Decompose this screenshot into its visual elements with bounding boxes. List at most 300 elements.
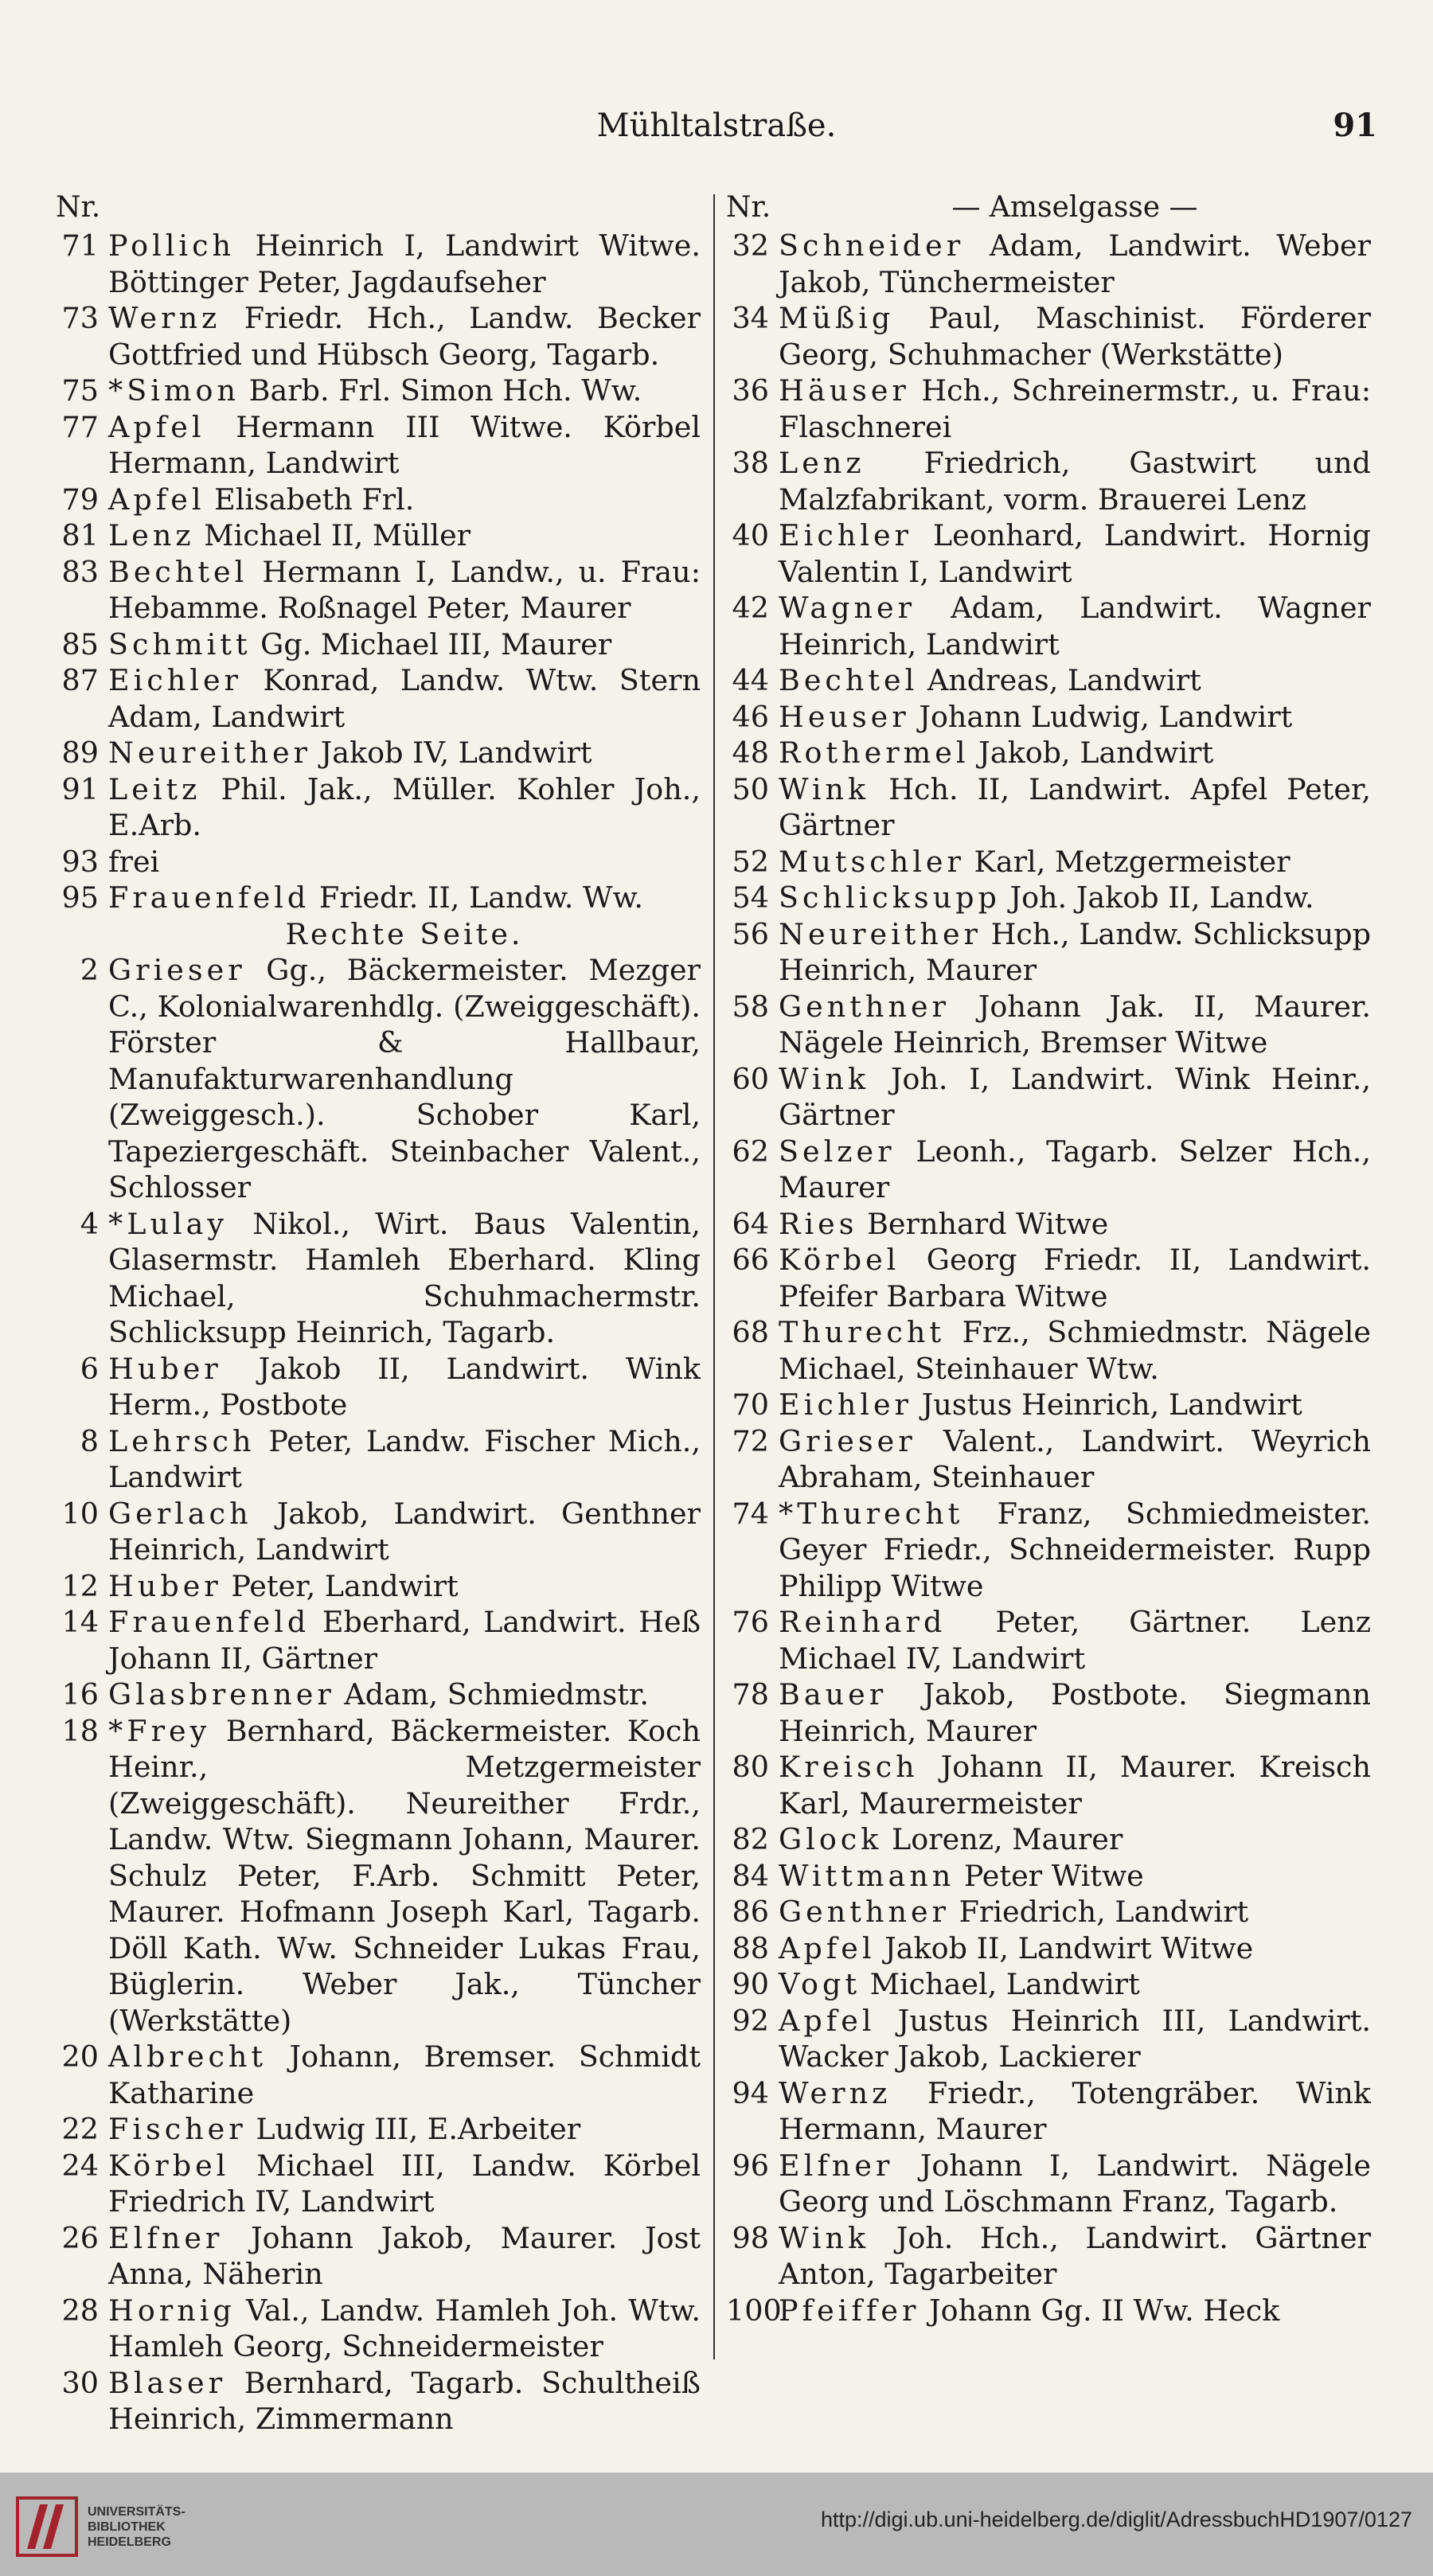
directory-entry (56, 300, 701, 373)
resident-name: Wink (779, 771, 870, 806)
logo-line: HEIDELBERG (88, 2535, 171, 2549)
street-heading: — Amselgasse — (951, 191, 1198, 224)
entry-text (779, 1894, 1371, 1930)
entry-details: Hermann I, Landw., u. Frau: Hebamme. Roßnagel Peter, Maurer (108, 554, 701, 625)
house-number: 66 (732, 1243, 769, 1277)
resident-name: Hornig (108, 2293, 236, 2328)
left-column (56, 188, 701, 2437)
resident-name: Neureither (779, 916, 982, 951)
resident-name: Frauenfeld (108, 880, 310, 915)
entry-details: Georg Friedr. II, Landwirt. Pfeifer Barbara Witwe (779, 1243, 1371, 1313)
resident-name: Häuser (779, 373, 910, 408)
house-number: 70 (732, 1388, 769, 1422)
directory-entry (726, 1496, 1371, 1605)
resident-name: Lenz (108, 518, 195, 552)
entry-text (779, 2293, 1371, 2329)
entry-text (779, 1966, 1371, 2003)
directory-entry (726, 989, 1371, 1061)
entry-details: Joh. Jakob II, Landw. (1000, 880, 1314, 915)
house-number: 32 (732, 228, 769, 263)
entry-text (108, 373, 701, 409)
directory-entry (56, 228, 701, 300)
directory-entry (56, 554, 701, 626)
entry-details: Friedr. Hch., Landw. Becker Gottfried und Hübsch Georg, Tagarb. (108, 301, 701, 372)
entry-details: Jakob, Landwirt (969, 736, 1214, 770)
left-entries-right-side (56, 952, 701, 2437)
house-number: 74 (732, 1496, 769, 1531)
resident-name: Grieser (779, 1423, 916, 1458)
entry-details: Johann Jakob, Maurer. Jost Anna, Näherin (108, 2220, 701, 2291)
entry-text (108, 662, 701, 735)
entry-details: Adam, Schmiedmstr. (334, 1677, 649, 1711)
resident-name: Schmitt (108, 626, 252, 662)
directory-entry (56, 2039, 701, 2111)
entry-text (779, 916, 1371, 989)
resident-name: Ries (779, 1206, 858, 1241)
resident-name: *Thurecht (779, 1496, 964, 1531)
directory-entry (726, 1858, 1371, 1895)
entry-text (779, 1206, 1371, 1243)
entry-text (779, 590, 1371, 662)
nr-label: Nr. (726, 191, 771, 224)
directory-entry (56, 735, 701, 771)
house-number: 6 (80, 1351, 99, 1386)
resident-name: Glasbrenner (108, 1677, 335, 1711)
entry-details: Peter, Gärtner. Lenz Michael IV, Landwirt (779, 1605, 1371, 1676)
directory-entry (726, 1061, 1371, 1134)
resident-name: Vogt (779, 1967, 861, 2001)
house-number: 48 (732, 736, 769, 770)
library-logo-icon (16, 2495, 78, 2558)
resident-name: Pfeiffer (779, 2293, 920, 2328)
directory-entry (56, 662, 701, 735)
house-number: 76 (732, 1605, 769, 1639)
resident-name: Huber (108, 1351, 222, 1386)
directory-entry (726, 1821, 1371, 1858)
house-number: 79 (61, 482, 99, 517)
resident-name: Selzer (779, 1134, 896, 1169)
resident-name: Elfner (108, 2220, 224, 2255)
entry-text (779, 735, 1371, 771)
directory-entry (726, 699, 1371, 736)
running-header (56, 102, 1377, 150)
entry-details: Bernhard, Tagarb. Schultheiß Heinrich, Zimmermann (108, 2365, 701, 2436)
entry-text (779, 1496, 1371, 1605)
house-number: 52 (732, 844, 769, 879)
directory-entry (56, 517, 701, 554)
entry-text (108, 1206, 701, 1351)
resident-name: *Frey (108, 1713, 211, 1748)
house-number: 46 (732, 699, 769, 734)
directory-entry (726, 1423, 1371, 1496)
house-number: 18 (61, 1713, 99, 1748)
entry-text (779, 1387, 1371, 1423)
house-number: 72 (732, 1423, 769, 1458)
entry-details: Bernhard Witwe (857, 1206, 1109, 1241)
directory-entry (56, 880, 701, 916)
entry-details: Gg., Bäckermeister. Mezger C., Kolonialwarenhdlg. (Zweiggeschäft). Förster & Hallbaur, Manufakturwarenhandlung (Zweiggesch.). Schober Karl, Tapeziergeschäft. Steinbacher Valent., Schlosser (108, 953, 701, 1204)
resident-name: Wagner (779, 591, 916, 625)
house-number: 96 (732, 2148, 769, 2183)
entry-text (779, 1858, 1371, 1895)
resident-name: Lehrsch (108, 1423, 256, 1458)
right-column-header (726, 188, 1371, 228)
house-number: 22 (61, 2112, 99, 2146)
entry-details: Jakob, Postbote. Siegmann Heinrich, Maurer (779, 1677, 1371, 1748)
house-number: 89 (61, 736, 99, 770)
entry-text (779, 989, 1371, 1061)
house-number: 58 (732, 989, 769, 1024)
directory-entry (726, 1749, 1371, 1821)
column-divider (713, 194, 715, 2359)
house-number: 86 (732, 1895, 769, 1929)
directory-entry (726, 771, 1371, 844)
directory-entry (726, 373, 1371, 445)
right-entries (726, 228, 1371, 2328)
source-url-link[interactable]: http://digi.ub.uni-heidelberg.de/diglit/AdressbuchHD1907/0127 (820, 2508, 1412, 2531)
house-number: 100 (726, 2293, 782, 2328)
house-number: 38 (732, 446, 769, 480)
entry-details: Adam, Landwirt. Wagner Heinrich, Landwirt (779, 591, 1371, 662)
entry-details: Leonhard, Landwirt. Hornig Valentin I, Landwirt (779, 518, 1371, 589)
house-number: 78 (732, 1677, 769, 1711)
directory-entry (726, 445, 1371, 517)
entry-text (779, 771, 1371, 844)
entry-details: Franz, Schmiedmeister. Geyer Friedr., Schneidermeister. Rupp Philipp Witwe (779, 1496, 1371, 1603)
resident-name: Mutschler (779, 844, 965, 879)
directory-entry (726, 590, 1371, 662)
entry-text (779, 1676, 1371, 1749)
house-number: 95 (61, 880, 99, 915)
entry-text (108, 2148, 701, 2220)
entry-details: Michael, Landwirt (861, 1967, 1140, 2001)
house-number: 12 (61, 1568, 99, 1603)
resident-name: Neureither (108, 736, 311, 770)
entry-details: Johann Ludwig, Landwirt (909, 699, 1293, 734)
entry-text (108, 2293, 701, 2365)
house-number: 10 (61, 1496, 99, 1531)
house-number: 16 (61, 1677, 99, 1711)
resident-name: Grieser (108, 953, 246, 987)
entry-details: Nikol., Wirt. Baus Valentin, Glasermstr. Hamleh Eberhard. Kling Michael, Schuhmachermstr. Schlicksupp Heinrich, Tagarb. (108, 1206, 701, 1349)
directory-entry (726, 517, 1371, 590)
directory-entry (56, 1351, 701, 1423)
entry-text (108, 2220, 701, 2293)
entry-details: Lorenz, Maurer (882, 1822, 1123, 1856)
directory-entry (726, 1206, 1371, 1243)
entry-text (108, 554, 701, 626)
resident-name: Apfel (108, 482, 205, 517)
entry-details: Peter, Landwirt (221, 1568, 459, 1603)
resident-name: Glock (779, 1822, 883, 1856)
directory-entry (56, 1676, 701, 1713)
resident-name: Wittmann (779, 1858, 955, 1893)
directory-entry (726, 1676, 1371, 1749)
resident-name: Schneider (779, 228, 965, 263)
entry-text (108, 1423, 701, 1496)
directory-entry (56, 2365, 701, 2437)
resident-name: Reinhard (779, 1605, 947, 1639)
entry-details: Friedrich, Gastwirt und Malzfabrikant, vorm. Brauerei Lenz (779, 446, 1371, 517)
entry-details: Jakob II, Landwirt Witwe (875, 1930, 1254, 1965)
right-column (726, 188, 1371, 2328)
house-number: 98 (732, 2220, 769, 2255)
entry-details: Johann I, Landwirt. Nägele Georg und Löschmann Franz, Tagarb. (779, 2148, 1371, 2219)
house-number: 8 (80, 1423, 99, 1458)
page-title: Mühltalstraße. (596, 107, 837, 144)
logo-line: UNIVERSITÄTS- (88, 2505, 185, 2519)
directory-entry (726, 300, 1371, 373)
entry-details: Peter, Landw. Fischer Mich., Landwirt (108, 1423, 701, 1494)
entry-details: Johann Jak. II, Maurer. Nägele Heinrich, Bremser Witwe (779, 989, 1371, 1060)
footer-bar (0, 2473, 1433, 2576)
entry-text (779, 517, 1371, 590)
library-logo[interactable] (16, 2495, 223, 2558)
entry-details: Jakob, Landwirt. Genthner Heinrich, Landwirt (108, 1496, 701, 1567)
entry-text (108, 735, 701, 771)
entry-text (779, 1242, 1371, 1314)
library-logo-text (88, 2504, 185, 2550)
house-number: 80 (732, 1750, 769, 1784)
resident-name: Rothermel (779, 736, 970, 770)
resident-name: Wink (779, 2220, 870, 2255)
house-number: 34 (732, 301, 769, 335)
entry-text (108, 517, 701, 554)
directory-entry (726, 662, 1371, 699)
directory-entry (56, 844, 701, 880)
directory-entry (726, 1894, 1371, 1930)
directory-entry (726, 1242, 1371, 1314)
house-number: 14 (61, 1605, 99, 1639)
house-number: 50 (732, 771, 769, 806)
entry-details: Ludwig III, E.Arbeiter (246, 2112, 581, 2146)
directory-entry (56, 2111, 701, 2148)
house-number: 40 (732, 518, 769, 552)
directory-entry (726, 1314, 1371, 1387)
directory-entry (56, 1604, 701, 1676)
house-number: 60 (732, 1061, 769, 1096)
entry-details: Leonh., Tagarb. Selzer Hch., Maurer (779, 1134, 1371, 1204)
entry-details: Justus Heinrich III, Landwirt. Wacker Jakob, Lackierer (779, 2003, 1371, 2074)
directory-entry (56, 952, 701, 1206)
resident-name: Müßig (779, 301, 895, 335)
house-number: 28 (61, 2293, 99, 2328)
left-column-header (56, 188, 701, 228)
directory-entry (726, 2220, 1371, 2293)
directory-entry (56, 1713, 701, 2039)
directory-entry (726, 2293, 1371, 2329)
house-number: 64 (732, 1206, 769, 1241)
entry-text (108, 1604, 701, 1676)
directory-entry (726, 1966, 1371, 2003)
resident-name: Fischer (108, 2112, 247, 2146)
house-number: 30 (61, 2365, 99, 2400)
entry-details: Friedr. II, Landw. Ww. (310, 880, 644, 915)
directory-entry (56, 409, 701, 482)
directory-entry (726, 1387, 1371, 1423)
directory-entry (726, 844, 1371, 880)
entry-text (108, 626, 701, 663)
directory-entry (56, 626, 701, 663)
directory-entry (726, 228, 1371, 300)
house-number: 90 (732, 1967, 769, 2001)
entry-text (779, 228, 1371, 300)
resident-name: Leitz (108, 771, 201, 806)
entry-text (779, 1749, 1371, 1821)
page-number: 91 (1333, 107, 1377, 144)
resident-name: Eichler (108, 663, 242, 697)
entry-text (779, 1423, 1371, 1496)
resident-name: Heuser (779, 699, 910, 734)
directory-entry (726, 880, 1371, 916)
resident-name: *Lulay (108, 1206, 228, 1241)
entry-details: Hch., Schreinermstr., u. Frau: Flaschnerei (779, 373, 1371, 444)
house-number: 42 (732, 591, 769, 625)
resident-name: Lenz (779, 446, 865, 480)
resident-name: Eichler (779, 518, 912, 552)
entry-details: Hch. II, Landwirt. Apfel Peter, Gärtner (779, 771, 1371, 842)
entry-details: Johann II, Maurer. Kreisch Karl, Maurermeister (779, 1750, 1371, 1821)
house-number: 4 (80, 1206, 99, 1241)
entry-text (779, 662, 1371, 699)
entry-details: Konrad, Landw. Wtw. Stern Adam, Landwirt (108, 663, 701, 734)
resident-name: Apfel (779, 2003, 876, 2038)
resident-name: Körbel (779, 1243, 900, 1277)
resident-name: Albrecht (108, 2039, 267, 2074)
directory-entry (56, 2148, 701, 2220)
directory-entry (726, 1930, 1371, 1967)
house-number: 20 (61, 2039, 99, 2074)
directory-entry (56, 771, 701, 844)
entry-text (779, 2148, 1371, 2220)
resident-name: Eichler (779, 1388, 912, 1422)
entry-text (779, 373, 1371, 445)
entry-text (108, 844, 701, 880)
entry-details: Heinrich I, Landwirt Witwe. Böttinger Peter, Jagdaufseher (108, 228, 701, 299)
directory-entry (56, 1496, 701, 1568)
resident-name: Bechtel (779, 663, 919, 697)
house-number: 81 (61, 518, 99, 552)
entry-text (779, 2003, 1371, 2075)
directory-entry (726, 2003, 1371, 2075)
entry-text (779, 2220, 1371, 2293)
directory-entry (726, 2075, 1371, 2148)
nr-label: Nr. (56, 191, 101, 224)
entry-text (108, 1568, 701, 1605)
entry-text (779, 2075, 1371, 2148)
entry-text (108, 2365, 701, 2437)
entry-details: Bernhard, Bäckermeister. Koch Heinr., Metzgermeister (Zweiggeschäft). Neureither Frdr., Landw. Wtw. Siegmann Johann, Maurer. Schulz Peter, F.Arb. Schmitt Peter, Maurer. Hofmann Joseph Karl, Tagarb. Döll Kath. Ww. Schneider Lukas Frau, Büglerin. Weber Jak., Tüncher (Werkstätte) (108, 1713, 701, 2038)
house-number: 24 (61, 2148, 99, 2183)
house-number: 26 (61, 2220, 99, 2255)
entry-text (108, 228, 701, 300)
entry-details: Barb. Frl. Simon Hch. Ww. (240, 373, 642, 408)
directory-entry (726, 735, 1371, 771)
entry-text (108, 1496, 701, 1568)
entry-text (108, 952, 701, 1206)
entry-details: Justus Heinrich, Landwirt (912, 1388, 1302, 1422)
entry-details: Phil. Jak., Müller. Kohler Joh., E.Arb. (108, 771, 701, 842)
resident-name: Gerlach (108, 1496, 252, 1531)
directory-entry (56, 2293, 701, 2365)
house-number: 71 (61, 228, 99, 263)
house-number: 75 (61, 373, 99, 408)
entry-text (779, 1134, 1371, 1206)
entry-details: Eberhard, Landwirt. Heß Johann II, Gärtner (108, 1605, 701, 1676)
house-number: 36 (732, 373, 769, 408)
resident-name: Kreisch (779, 1750, 919, 1784)
entry-details: Joh. Hch., Landwirt. Gärtner Anton, Tagarbeiter (779, 2220, 1371, 2291)
left-entries (56, 228, 701, 916)
entry-details: Friedrich, Landwirt (950, 1895, 1249, 1929)
entry-text (108, 1676, 701, 1713)
entry-details: Joh. I, Landwirt. Wink Heinr., Gärtner (779, 1061, 1371, 1132)
entry-details: Peter Witwe (955, 1858, 1144, 1893)
entry-text (108, 1713, 701, 2039)
entry-text (108, 300, 701, 373)
resident-name: Apfel (108, 409, 205, 444)
directory-entry (56, 2220, 701, 2293)
house-number: 2 (80, 953, 99, 987)
house-number: 56 (732, 916, 769, 951)
resident-name: Bauer (779, 1677, 888, 1711)
resident-name: Genthner (779, 989, 950, 1024)
directory-entry (726, 1604, 1371, 1676)
house-number: 87 (61, 663, 99, 697)
entry-details: Johann, Bremser. Schmidt Katharine (108, 2039, 701, 2110)
resident-name: Genthner (779, 1895, 950, 1929)
entry-text (108, 2039, 701, 2111)
resident-name: Schlicksupp (779, 880, 1001, 915)
house-number: 93 (61, 844, 99, 879)
house-number: 44 (732, 663, 769, 697)
entry-details: Gg. Michael III, Maurer (251, 626, 612, 662)
directory-entry (56, 1206, 701, 1351)
entry-details: frei (108, 844, 160, 879)
house-number: 73 (61, 301, 99, 335)
entry-details: Michael III, Landw. Körbel Friedrich IV, Landwirt (108, 2148, 701, 2219)
house-number: 62 (732, 1134, 769, 1169)
resident-name: Körbel (108, 2148, 230, 2183)
resident-name: Wernz (779, 2075, 892, 2110)
house-number: 68 (732, 1315, 769, 1349)
entry-details: Elisabeth Frl. (205, 482, 415, 517)
directory-entry (726, 916, 1371, 989)
entry-details: Paul, Maschinist. Förderer Georg, Schuhmacher (Werkstätte) (779, 301, 1371, 372)
resident-name: Wink (779, 1061, 870, 1096)
house-number: 92 (732, 2003, 769, 2038)
entry-text (108, 880, 701, 916)
directory-entry (726, 1134, 1371, 1206)
resident-name: Huber (108, 1568, 222, 1603)
house-number: 82 (732, 1822, 769, 1856)
directory-entry (56, 1568, 701, 1605)
entry-details: Val., Landw. Hamleh Joh. Wtw. Hamleh Georg, Schneidermeister (108, 2293, 701, 2363)
house-number: 54 (732, 880, 769, 915)
resident-name: Frauenfeld (108, 1605, 310, 1639)
entry-text (779, 1821, 1371, 1858)
entry-text (779, 699, 1371, 736)
entry-text (108, 482, 701, 518)
entry-text (108, 2111, 701, 2148)
resident-name: Elfner (779, 2148, 894, 2183)
house-number: 84 (732, 1858, 769, 1893)
entry-text (779, 1061, 1371, 1134)
entry-details: Jakob IV, Landwirt (311, 736, 592, 770)
entry-text (779, 300, 1371, 373)
entry-text (779, 445, 1371, 517)
directory-entry (56, 373, 701, 409)
